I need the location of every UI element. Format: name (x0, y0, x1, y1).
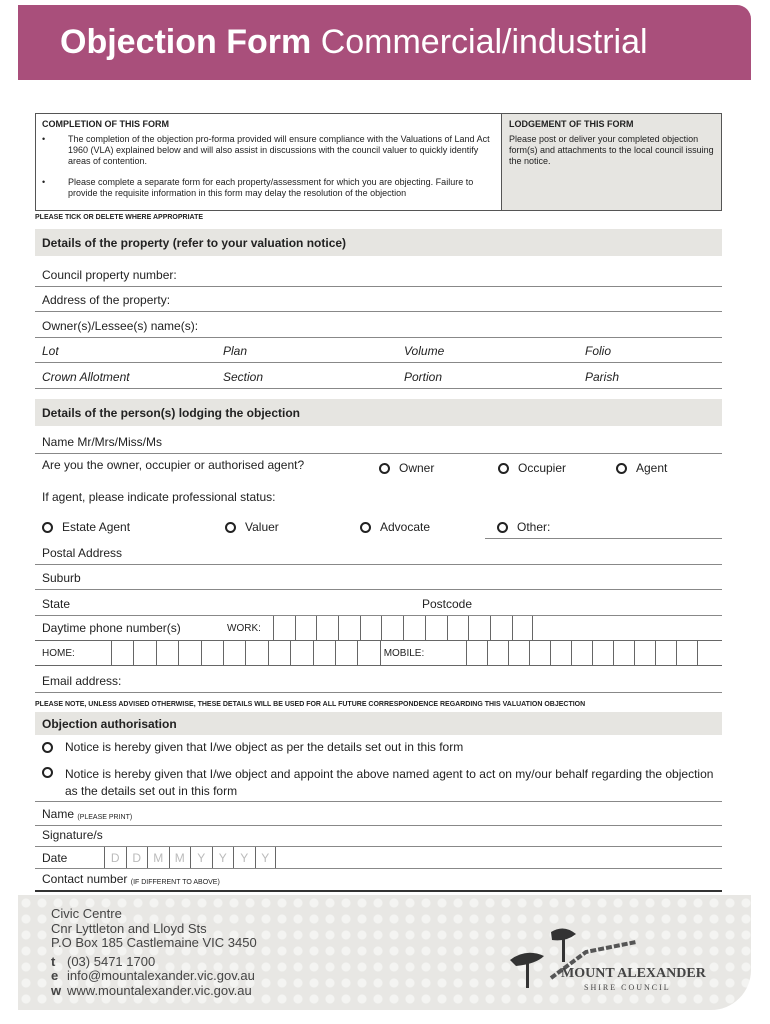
digit-box[interactable] (550, 641, 571, 665)
signature-field[interactable]: Signature/s (35, 826, 722, 847)
digit-box[interactable] (295, 616, 317, 640)
digit-box[interactable] (273, 616, 295, 640)
section-authorisation: Objection authorisation (35, 712, 722, 735)
owners-field[interactable]: Owner(s)/Lessee(s) name(s): (35, 312, 722, 338)
digit-box[interactable] (447, 616, 469, 640)
mobile-phone-boxes[interactable] (466, 641, 718, 665)
correspondence-note: PLEASE NOTE, UNLESS ADVISED OTHERWISE, THESE DETAILS WILL BE USED FOR ALL FUTURE CORRESPONDENCE REGARDING THIS VALUATION OBJECTION (35, 701, 586, 708)
logo-name: MOUNT ALEXANDER (561, 966, 706, 981)
date-box[interactable]: Y (233, 847, 255, 868)
work-phone-row: Daytime phone number(s) WORK: (35, 616, 722, 641)
home-phone-row: HOME: MOBILE: (35, 641, 722, 666)
radio-appoint-agent[interactable]: Notice is hereby given that I/we object and appoint the above named agent to act on my/our behalf regarding the objection as the details set out in this form (42, 766, 722, 800)
digit-box[interactable] (245, 641, 267, 665)
lodgement-text: Please post or deliver your completed objection form(s) and attachments to the local council issuing the notice. (509, 134, 714, 166)
radio-icon (616, 463, 627, 474)
radio-object[interactable]: Notice is hereby given that I/we object as per the details set out in this form (42, 740, 463, 754)
date-row: Date D D M M Y Y Y Y (35, 847, 722, 869)
email-link[interactable]: info@mountalexander.vic.gov.au (67, 968, 255, 983)
suburb-field[interactable]: Suburb (35, 565, 722, 590)
digit-box[interactable] (466, 641, 487, 665)
radio-icon (225, 522, 236, 533)
contact-number-field[interactable]: Contact number (IF DIFFERENT TO ABOVE) (35, 869, 722, 892)
digit-box[interactable] (381, 616, 403, 640)
digit-box[interactable] (468, 616, 490, 640)
digit-box[interactable] (268, 641, 290, 665)
section-property: Details of the property (refer to your valuation notice) (35, 229, 722, 256)
postal-field[interactable]: Postal Address (35, 540, 722, 565)
tick-note: PLEASE TICK OR DELETE WHERE APPROPRIATE (35, 214, 204, 221)
status-row (35, 510, 722, 538)
date-box[interactable]: M (169, 847, 191, 868)
digit-box[interactable] (316, 616, 338, 640)
digit-box[interactable] (425, 616, 447, 640)
page-title: Objection Form Commercial/industrial (60, 23, 648, 61)
radio-advocate[interactable]: Advocate (360, 520, 497, 534)
date-boxes[interactable] (104, 847, 276, 868)
date-box[interactable]: D (104, 847, 126, 868)
radio-icon (497, 522, 508, 533)
completion-panel (36, 114, 502, 210)
radio-icon (42, 742, 53, 753)
radio-icon (379, 463, 390, 474)
date-box[interactable]: M (147, 847, 169, 868)
digit-box[interactable] (156, 641, 178, 665)
digit-box[interactable] (592, 641, 613, 665)
date-box[interactable]: Y (190, 847, 212, 868)
digit-box[interactable] (178, 641, 200, 665)
contact-details: Civic Centre Cnr Lyttleton and Lloyd Sts P.O Box 185 Castlemaine VIC 3450 t (03) 5471 1700 e info@mountalexander.vic.gov.au w www.mountalexander.vic.gov.au (51, 906, 257, 998)
council-number-field[interactable]: Council property number: (35, 262, 722, 287)
agent-question: If agent, please indicate professional status: (42, 490, 276, 504)
digit-box[interactable] (201, 641, 223, 665)
radio-icon (42, 522, 53, 533)
date-box[interactable]: Y (255, 847, 277, 868)
print-name-field[interactable]: Name (PLEASE PRINT) (35, 802, 722, 826)
role-question: Are you the owner, occupier or authorised agent? (42, 458, 305, 472)
radio-icon (360, 522, 371, 533)
digit-box[interactable] (613, 641, 634, 665)
state-row[interactable]: State Postcode (35, 590, 722, 616)
crown-row[interactable]: Crown Allotment Section Portion Parish (35, 363, 722, 389)
date-box[interactable]: D (126, 847, 148, 868)
bullet-item: • The completion of the objection pro-forma provided will ensure compliance with the Valuations of Land Act 1960 (VLA) explained below and will also assist in discussions with the council valuer to quickly identify areas of contention. (42, 134, 490, 166)
title-banner (18, 5, 751, 80)
digit-box[interactable] (676, 641, 697, 665)
completion-heading: COMPLETION OF THIS FORM (42, 119, 169, 129)
logo-sub: SHIRE COUNCIL (584, 983, 671, 992)
digit-box[interactable] (133, 641, 155, 665)
bullet-item: • Please complete a separate form for each property/assessment for which you are objecting. Failure to provide the requisite information in this form may delay the resolution of the objection (42, 177, 474, 198)
digit-box[interactable] (512, 616, 534, 640)
email-field[interactable]: Email address: (35, 666, 722, 693)
footer (18, 895, 751, 1010)
digit-box[interactable] (403, 616, 425, 640)
digit-box[interactable] (313, 641, 335, 665)
radio-estate-agent[interactable]: Estate Agent (42, 520, 225, 534)
digit-box[interactable] (655, 641, 676, 665)
digit-box[interactable] (335, 641, 357, 665)
radio-agent[interactable]: Agent (616, 461, 667, 475)
radio-owner[interactable]: Owner (379, 461, 434, 475)
other-line[interactable] (485, 538, 722, 539)
digit-box[interactable] (223, 641, 245, 665)
digit-box[interactable] (508, 641, 529, 665)
radio-valuer[interactable]: Valuer (225, 520, 360, 534)
lot-row[interactable]: Lot Plan Volume Folio (35, 338, 722, 363)
section-person: Details of the person(s) lodging the objection (35, 399, 722, 426)
digit-box[interactable] (357, 641, 379, 665)
digit-box[interactable] (360, 616, 382, 640)
radio-icon (498, 463, 509, 474)
instructions-box (35, 113, 722, 211)
digit-box[interactable] (529, 641, 550, 665)
digit-box[interactable] (338, 616, 360, 640)
digit-box[interactable] (571, 641, 592, 665)
digit-box[interactable] (634, 641, 655, 665)
radio-icon (42, 767, 53, 778)
work-phone-boxes[interactable] (273, 616, 533, 640)
lodgement-heading: LODGEMENT OF THIS FORM (509, 119, 634, 129)
lodgement-panel (502, 114, 721, 210)
digit-box[interactable] (111, 641, 133, 665)
digit-box[interactable] (487, 641, 508, 665)
digit-box[interactable] (697, 641, 718, 665)
digit-box[interactable] (490, 616, 512, 640)
digit-box[interactable] (290, 641, 312, 665)
home-phone-boxes[interactable] (111, 641, 380, 665)
name-field[interactable]: Name Mr/Mrs/Miss/Ms (35, 428, 722, 454)
date-box[interactable]: Y (212, 847, 234, 868)
radio-other[interactable]: Other: (497, 520, 550, 534)
radio-occupier[interactable]: Occupier (498, 461, 566, 475)
website-link[interactable]: www.mountalexander.vic.gov.au (67, 982, 252, 998)
address-field[interactable]: Address of the property: (35, 287, 722, 312)
